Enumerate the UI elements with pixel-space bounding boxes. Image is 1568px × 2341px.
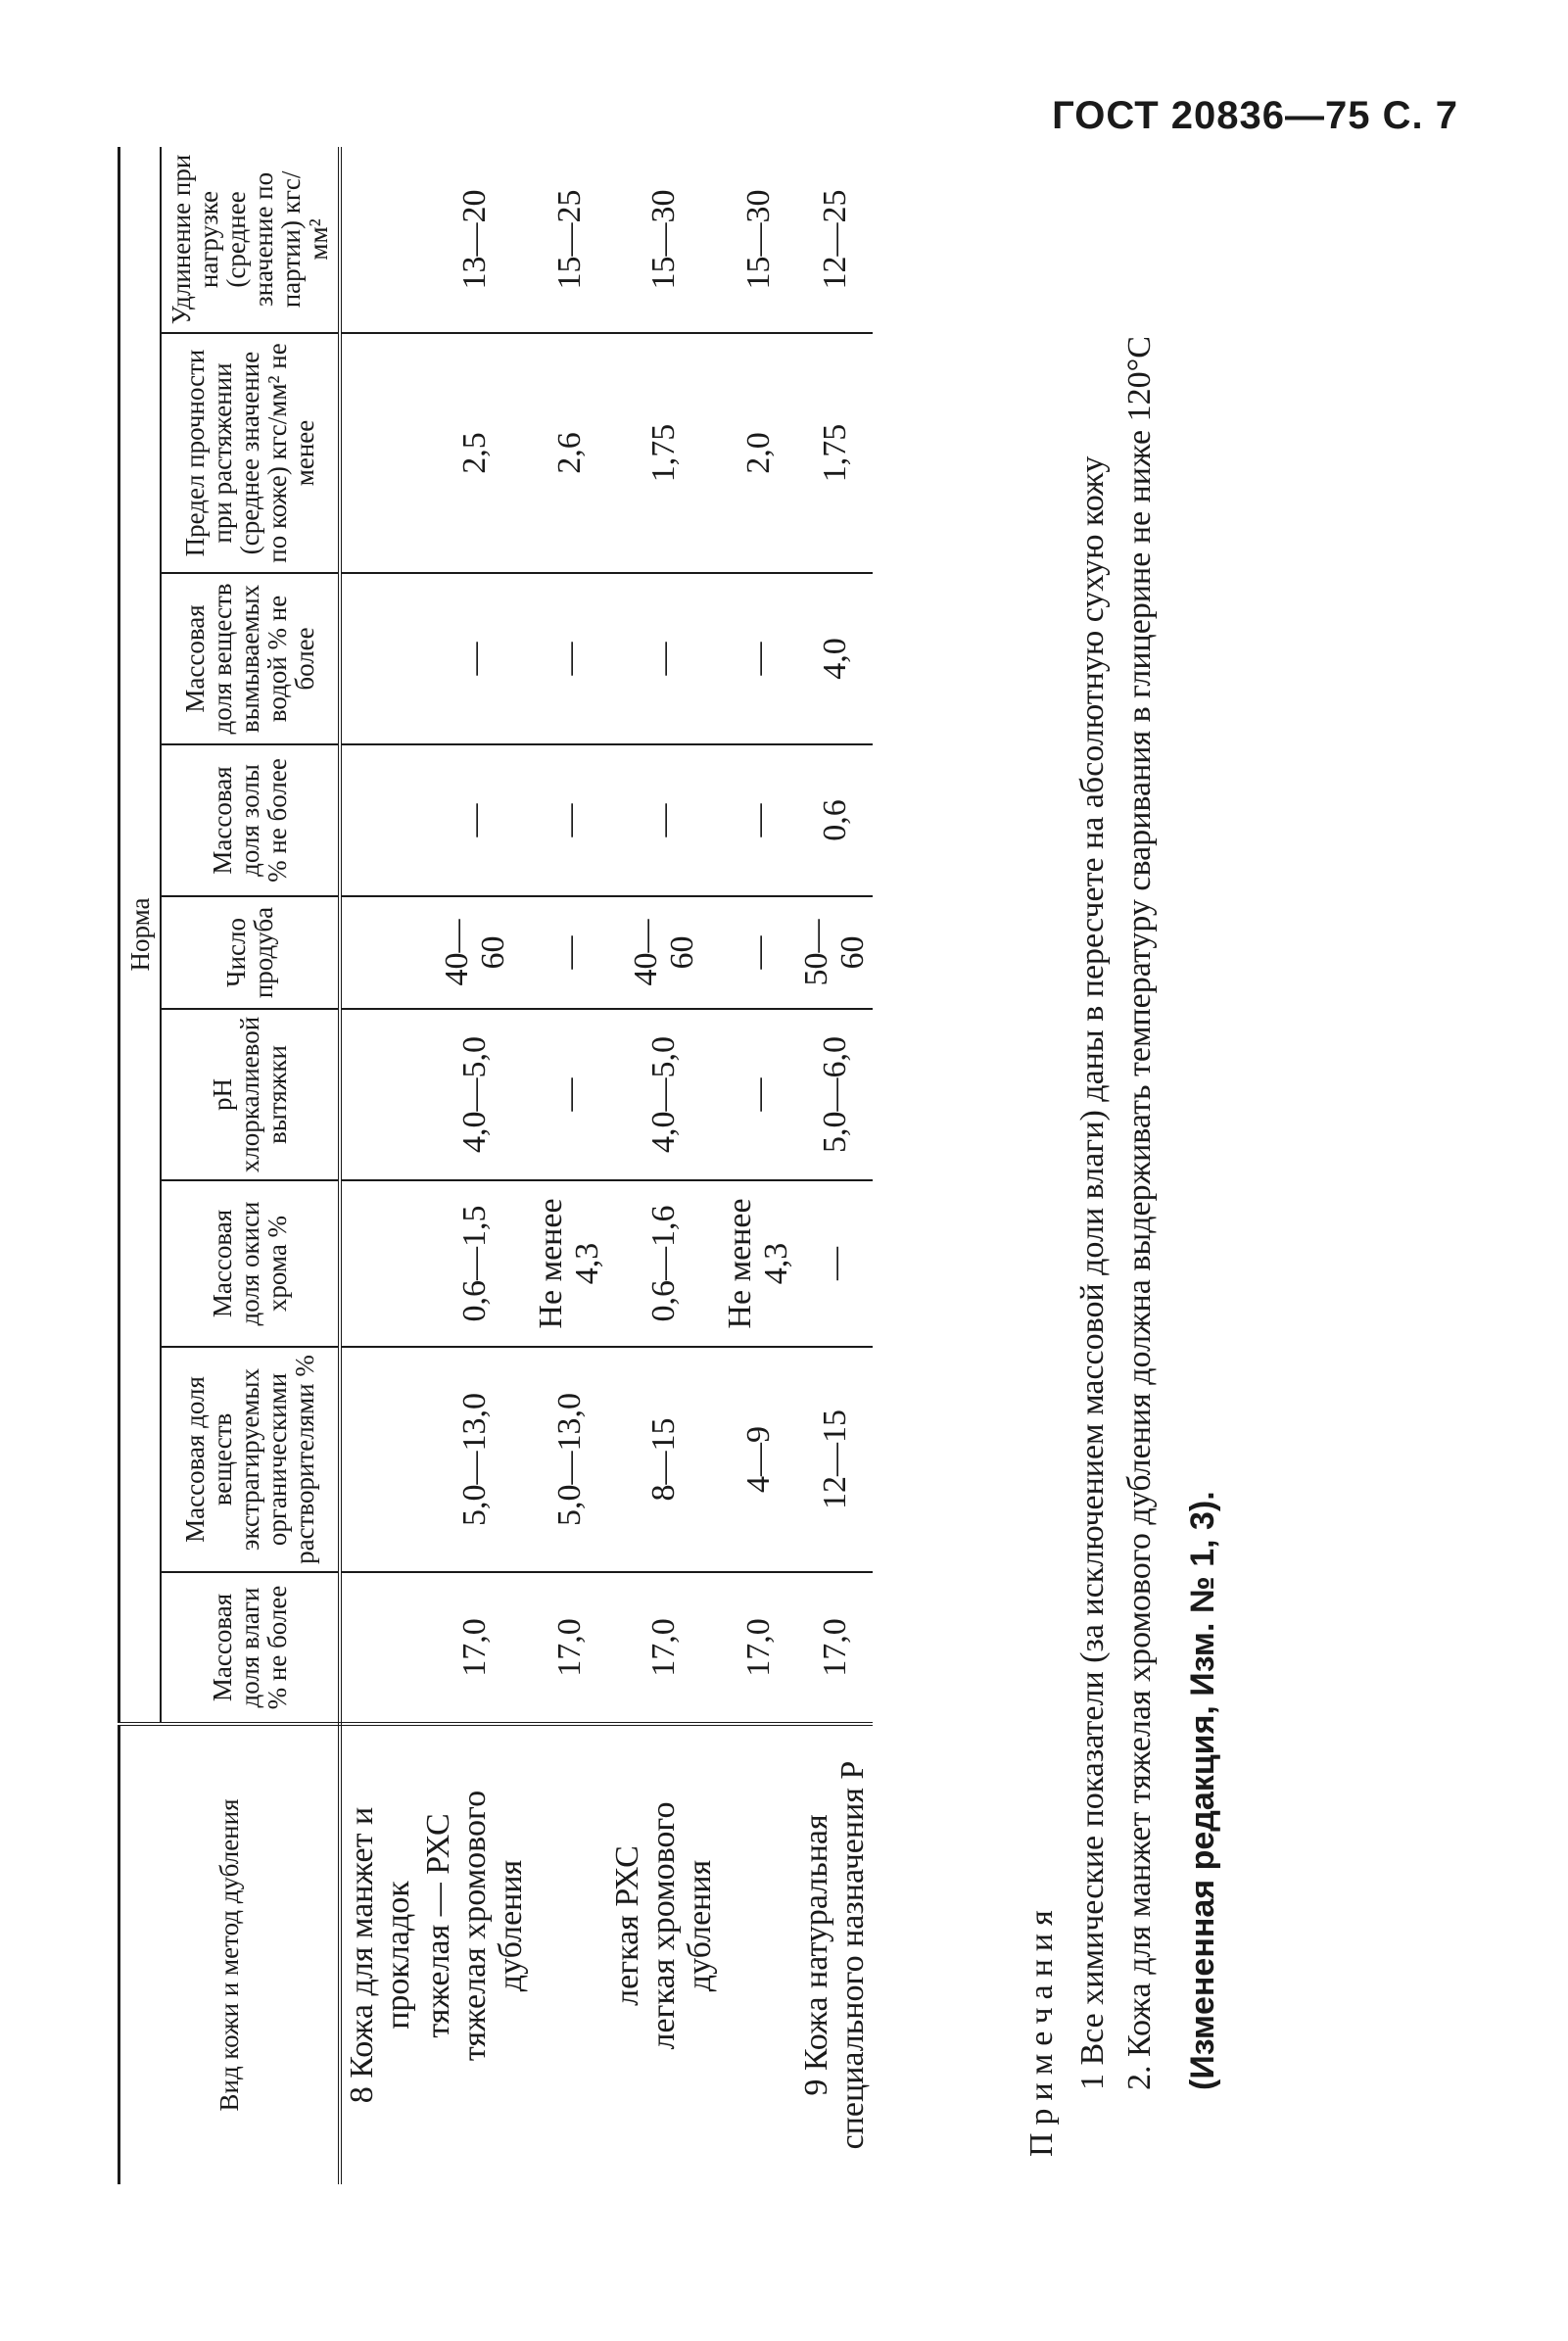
note-1: 1 Все химические показатели (за исключением массовой доли влаги) даны в пересчете на абсолютную сухую кожу (1074, 455, 1111, 2090)
row-name: легкая РХС легкая хромового дубления (607, 1724, 720, 2184)
cell-elongation: 15—30 (739, 189, 777, 290)
cell-moisture: 17,0 (418, 1572, 531, 1724)
header-extractables: Массовая доля веществ экстрагируемых органическими растворителями % (161, 1347, 340, 1572)
cell-ph: 5,0—6,0 (796, 1009, 873, 1180)
cell-moisture: 17,0 (607, 1572, 720, 1724)
cell-extractables: 5,0—13,0 (531, 1347, 607, 1572)
table-row (607, 147, 720, 2184)
notes-heading: Примечания (1023, 1902, 1060, 2157)
note-2: 2. Кожа для манжет тяжелая хромового дубления должна выдерживать температуру сваривания в глицерине не ниже 120°С (1121, 336, 1158, 2090)
header-moisture: Массовая доля влаги % не более (161, 1572, 340, 1724)
cell-moisture: 17,0 (796, 1572, 873, 1724)
cell-ash: — (531, 744, 607, 896)
cell-chromium-oxide: Не менее 4,3 (720, 1180, 796, 1347)
cell-tensile-strength: 1,75 (796, 333, 873, 573)
group-title: 8 Кожа для манжет и прокладок (340, 1724, 418, 2184)
cell-tanning-number: 40—60 (418, 896, 531, 1009)
cell-extractables: 5,0—13,0 (418, 1347, 531, 1572)
row-name: тяжелая — РХС тяжелая хромового дубления (418, 1724, 531, 2184)
header-norma: Норма (119, 147, 162, 1724)
header-elongation: Удлинение при нагрузке (среднее значение по партии) кгс/мм² (166, 154, 333, 325)
cell-ash: — (607, 744, 720, 896)
header-type-of-leather: Вид кожи и метод дубления (119, 1724, 341, 2184)
cell-water-soluble: 4,0 (796, 573, 873, 744)
page-header: ГОСТ 20836—75 С. 7 (1052, 94, 1458, 137)
table-row (720, 147, 796, 2184)
cell-tensile-strength: 1,75 (607, 333, 720, 573)
cell-moisture: 17,0 (531, 1572, 607, 1724)
row-name (720, 1724, 796, 2184)
cell-tanning-number: — (531, 896, 607, 1009)
cell-ash: — (418, 744, 531, 896)
cell-elongation: 12—25 (816, 189, 853, 290)
cell-tanning-number: — (720, 896, 796, 1009)
amendment-note: (Измененная редакция, Изм. № 1, 3). (1184, 1491, 1221, 2090)
header-chromium-oxide: Массовая доля окиси хрома % (161, 1180, 340, 1347)
header-tensile-strength: Предел прочности при растяжении (среднее значение по коже) кгс/мм² не менее (161, 333, 340, 573)
cell-ph: 4,0—5,0 (418, 1009, 531, 1180)
group-title-row (340, 147, 418, 2184)
rotated-content (118, 147, 1391, 2184)
cell-ph: 4,0—5,0 (607, 1009, 720, 1180)
table-row (531, 147, 607, 2184)
cell-tensile-strength: 2,6 (531, 333, 607, 573)
table-row (796, 147, 873, 2184)
cell-water-soluble: — (531, 573, 607, 744)
cell-moisture: 17,0 (720, 1572, 796, 1724)
cell-tanning-number: 50—60 (796, 896, 873, 1009)
cell-elongation: 13—20 (456, 189, 493, 290)
cell-elongation: 15—25 (550, 189, 588, 290)
cell-ash: 0,6 (796, 744, 873, 896)
cell-chromium-oxide: 0,6—1,5 (418, 1180, 531, 1347)
group-title: 9 Кожа натуральная специального назначения Р (796, 1724, 873, 2184)
cell-extractables: 12—15 (796, 1347, 873, 1572)
cell-tensile-strength: 2,5 (418, 333, 531, 573)
header-ash: Массовая доля золы % не более (161, 744, 340, 896)
cell-tensile-strength: 2,0 (720, 333, 796, 573)
notes (1019, 149, 1226, 2157)
row-name (531, 1724, 607, 2184)
norms-table (118, 147, 873, 2184)
cell-chromium-oxide: — (796, 1180, 873, 1347)
table-row (418, 147, 531, 2184)
cell-ash: — (720, 744, 796, 896)
header-tanning-number: Число продуба (161, 896, 340, 1009)
cell-chromium-oxide: 0,6—1,6 (607, 1180, 720, 1347)
cell-extractables: 4—9 (720, 1347, 796, 1572)
cell-water-soluble: — (607, 573, 720, 744)
header-water-soluble: Массовая доля веществ вымываемых водой % не более (161, 573, 340, 744)
cell-ph: — (720, 1009, 796, 1180)
cell-water-soluble: — (720, 573, 796, 744)
cell-chromium-oxide: Не менее 4,3 (531, 1180, 607, 1347)
cell-tanning-number: 40—60 (607, 896, 720, 1009)
cell-extractables: 8—15 (607, 1347, 720, 1572)
header-ph: pH хлоркалиевой вытяжки (161, 1009, 340, 1180)
cell-elongation: 15—30 (645, 189, 682, 290)
cell-water-soluble: — (418, 573, 531, 744)
cell-ph: — (531, 1009, 607, 1180)
